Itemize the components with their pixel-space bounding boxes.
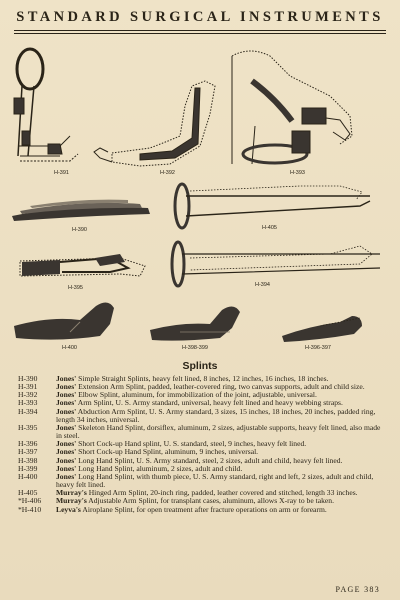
item-code: H-395 <box>18 422 38 432</box>
figure-h-396-397 <box>282 316 362 342</box>
item-name: Jones' <box>56 422 77 432</box>
list-item <box>18 424 382 440</box>
figure-caption: H-398-399 <box>182 345 208 351</box>
item-name: Jones' <box>56 406 77 416</box>
item-code: H-405 <box>18 488 38 498</box>
list-item <box>18 506 382 514</box>
item-text: Simple Straight Splints, heavy felt lined, 8 inches, 12 inches, 16 inches, 18 inches. <box>76 374 329 383</box>
item-name: Murray's <box>56 496 87 506</box>
list-item <box>18 408 382 424</box>
item-name: Jones' <box>56 390 77 400</box>
item-text: Adjustable Arm Splint, for transplant cases, aluminum, allows X-ray to be taken. <box>86 496 334 506</box>
item-text: Airoplane Splint, for open treatment after fracture operations on arm or forearm. <box>80 504 327 514</box>
illustrations <box>0 36 400 356</box>
item-text: Elbow Splint, aluminum, for immobilization of the joint, adjustable, universal. <box>76 390 317 400</box>
item-name: Jones' <box>56 398 77 408</box>
item-name: Jones' <box>56 447 77 457</box>
section-title: Splints <box>182 360 218 372</box>
figure-caption: H-392 <box>160 170 175 176</box>
item-code: H-399 <box>18 463 38 473</box>
item-text: Long Hand Splint, aluminum, 2 sizes, adult and child. <box>76 463 243 473</box>
page-header: STANDARD SURGICAL INSTRUMENTS <box>16 9 384 25</box>
item-text: Short Cock-up Hand Splint, aluminum, 9 inches, universal. <box>76 447 259 457</box>
figure-caption: H-390 <box>72 227 87 233</box>
figure-h-405 <box>175 184 370 228</box>
item-code: H-397 <box>18 447 38 457</box>
figure-h-398-399 <box>150 306 240 340</box>
item-description <box>56 473 382 489</box>
item-code: H-392 <box>18 390 38 400</box>
item-code: *H-406 <box>18 496 42 506</box>
item-name: Jones' <box>56 382 77 392</box>
item-name: Jones' <box>56 374 77 383</box>
item-code: H-400 <box>18 471 38 481</box>
item-text: Long Hand Splint, with thumb piece, U. S. Army standard, right and left, 2 sizes, adult and child, heavy felt lined. <box>56 471 374 490</box>
item-text: Skeleton Hand Splint, dorsiflex, aluminum, 2 sizes, adjustable supports, heavy felt lined, also made in steel. <box>56 422 381 441</box>
item-code: H-396 <box>18 439 38 449</box>
item-code: *H-410 <box>18 504 42 514</box>
item-name: Jones' <box>56 455 77 465</box>
figure-caption: H-393 <box>290 170 305 176</box>
item-name: Jones' <box>56 463 77 473</box>
page-number: PAGE 383 <box>335 585 380 594</box>
item-text: Arm Splint, U. S. Army standard, universal, heavy felt lined and heavy webbing straps. <box>76 398 343 408</box>
figure-h-395 <box>20 254 145 276</box>
figure-caption: H-395 <box>68 285 83 291</box>
item-name: Jones' <box>56 439 77 449</box>
header-rule <box>14 30 386 34</box>
figure-h-393 <box>232 51 352 164</box>
list-item <box>18 473 382 489</box>
item-name: Leyva's <box>56 504 81 514</box>
item-description <box>56 506 382 514</box>
item-name: Murray's <box>56 488 87 498</box>
item-code: H-391 <box>18 382 38 392</box>
figure-caption: H-391 <box>54 170 69 176</box>
item-code: H-393 <box>18 398 38 408</box>
item-text: Short Cock-up Hand splint, U. S. standard, steel, 9 inches, heavy felt lined. <box>76 439 307 449</box>
figure-caption: H-400 <box>62 345 77 351</box>
figure-caption: H-405 <box>262 225 277 231</box>
item-description <box>56 424 382 440</box>
figure-h-391 <box>14 49 78 161</box>
figure-h-392 <box>94 81 215 166</box>
item-name: Jones' <box>56 471 77 481</box>
splint-list <box>18 375 382 514</box>
item-code: H-390 <box>18 374 38 383</box>
item-code: H-398 <box>18 455 38 465</box>
item-text: Extension Arm Splint, padded, leather-covered ring, two canvas supports, adult and child size. <box>76 382 365 392</box>
item-code: H-394 <box>18 406 38 416</box>
figure-h-390 <box>12 200 150 221</box>
figure-h-400 <box>14 302 114 339</box>
figure-h-394 <box>172 242 380 286</box>
item-text: Hinged Arm Splint, 20-inch ring, padded, leather covered and stitched, length 33 inches. <box>86 488 358 498</box>
item-text: Long Hand Splint, U. S. Army standard, steel, 2 sizes, adult and child, heavy felt lined. <box>76 455 343 465</box>
figure-caption: H-396-397 <box>305 345 331 351</box>
item-description <box>56 408 382 424</box>
figure-caption: H-394 <box>255 282 270 288</box>
item-text: Abduction Arm Splint, U. S. Army standard, 3 sizes, 15 inches, 18 inches, 20 inches, padded ring, length 34 inches, universal. <box>56 406 376 424</box>
